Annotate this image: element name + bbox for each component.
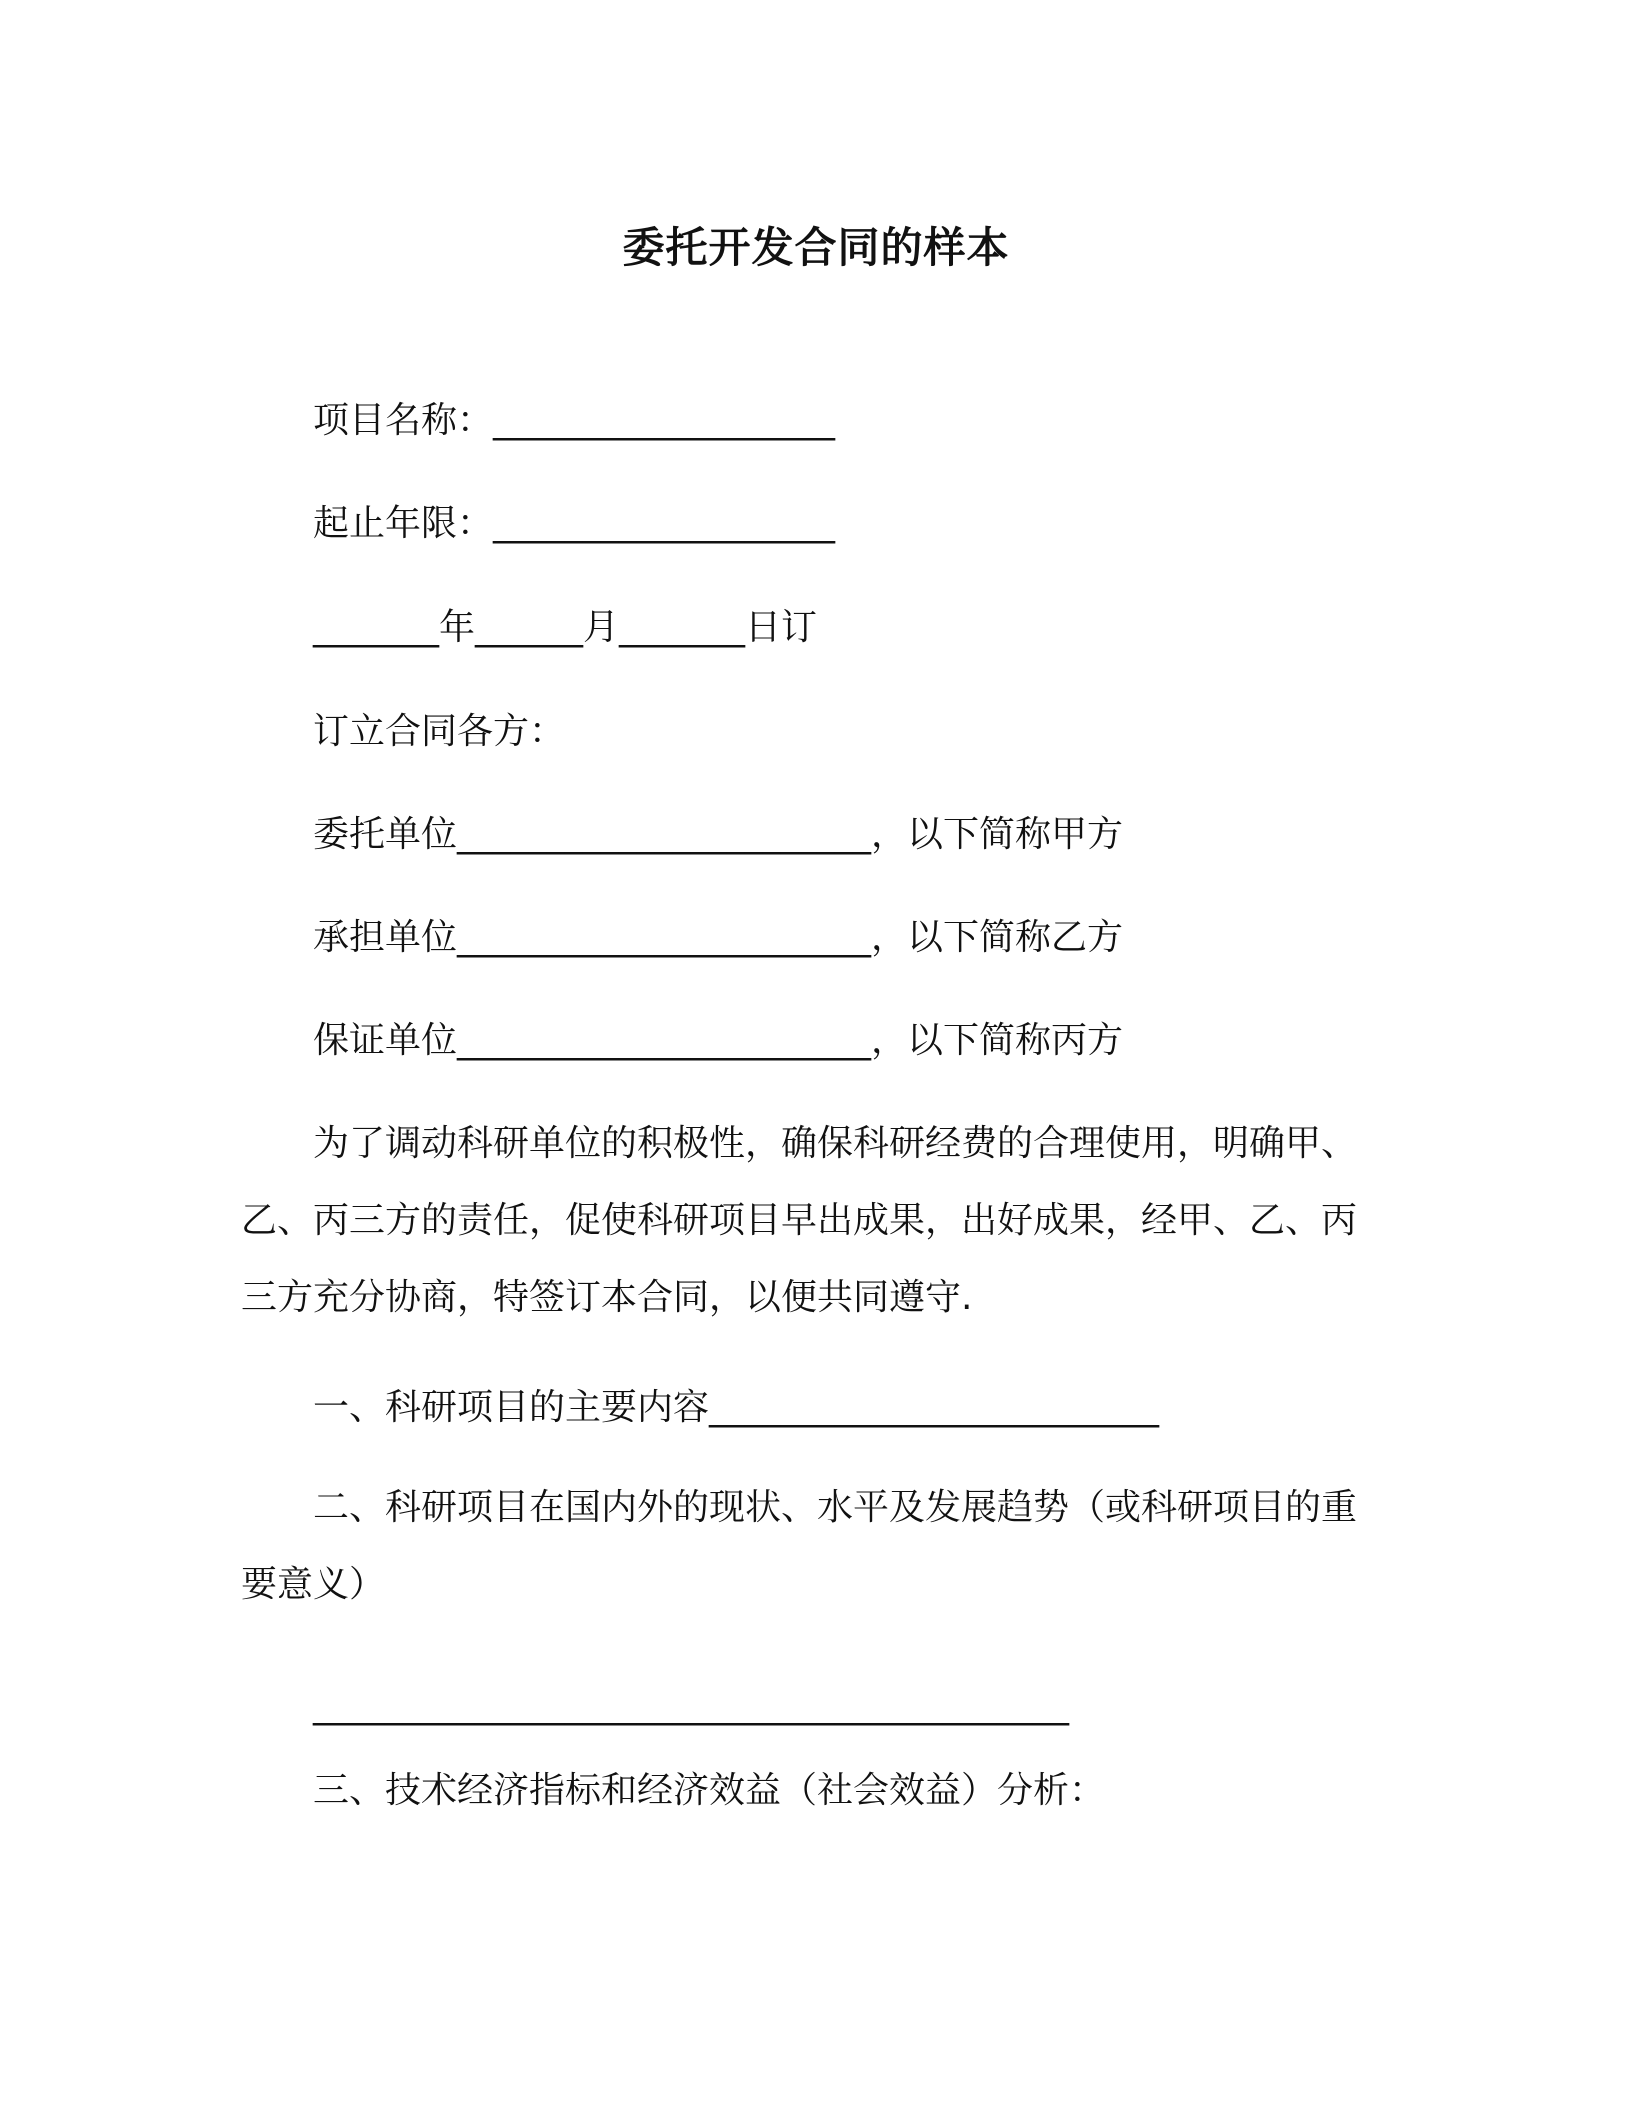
intro-paragraph: 为了调动科研单位的积极性，确保科研经费的合理使用，明确甲、乙、丙三方的责任，促使科研项目早出成果，出好成果，经甲、乙、丙三方充分协商，特签订本合同，以便共同遵守. bbox=[241, 1123, 1358, 1318]
document-title: 委托开发合同的样本 bbox=[622, 223, 1010, 272]
section-2-blank-line: __________________________________________ bbox=[313, 1685, 1069, 1726]
party-a-field: 委托单位_______________________，以下简称甲方 bbox=[313, 814, 1124, 855]
section-2: 二、科研项目在国内外的现状、水平及发展趋势（或科研项目的重要意义） bbox=[241, 1487, 1358, 1605]
parties-heading: 订立合同各方： bbox=[313, 711, 566, 752]
party-c-field: 保证单位_______________________，以下简称丙方 bbox=[313, 1020, 1124, 1061]
party-b-field: 承担单位_______________________，以下简称乙方 bbox=[313, 917, 1124, 958]
project-name-field: 项目名称：___________________ bbox=[313, 400, 836, 441]
date-field: _______年______月_______日订 bbox=[313, 607, 818, 648]
section-3: 三、技术经济指标和经济效益（社会效益）分析： bbox=[313, 1770, 1106, 1811]
section-1: 一、科研项目的主要内容_________________________ bbox=[313, 1387, 1160, 1428]
period-field: 起止年限：___________________ bbox=[313, 503, 836, 544]
